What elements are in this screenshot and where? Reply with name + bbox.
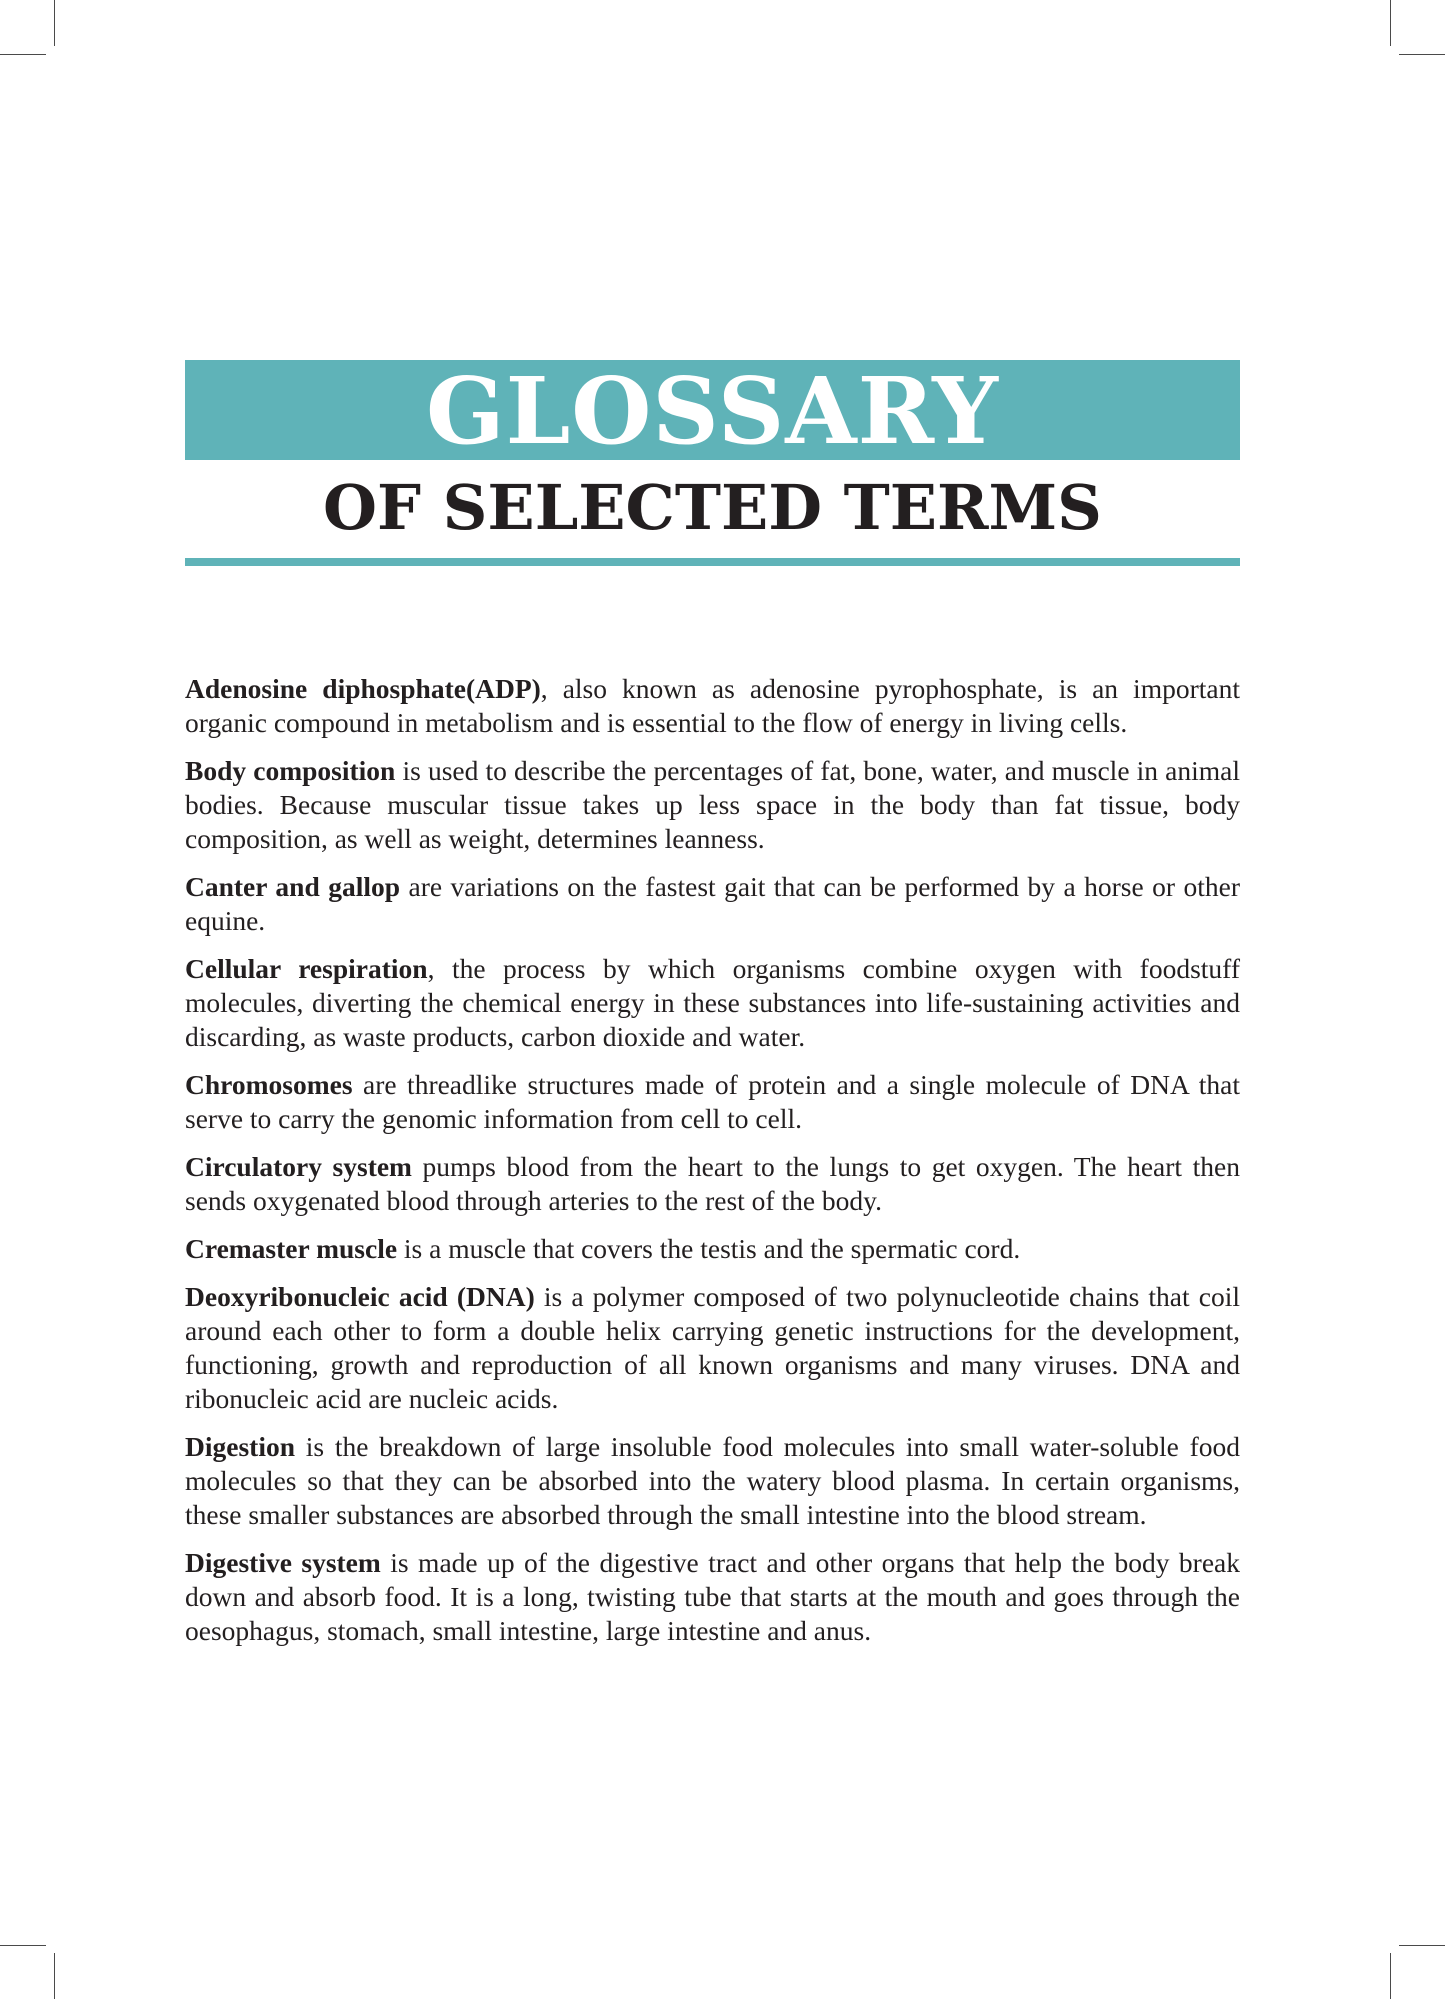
glossary-entry: [185, 672, 1240, 740]
glossary-entry: [185, 1430, 1240, 1532]
glossary-term: Cellular respiration: [185, 953, 428, 984]
glossary-term: Cremaster muscle: [185, 1233, 398, 1264]
page-title: GLOSSARY: [426, 357, 999, 465]
glossary-term: Deoxyribonucleic acid (DNA): [185, 1281, 535, 1312]
glossary-list: [185, 672, 1240, 1662]
glossary-term: Circulatory system: [185, 1151, 412, 1182]
glossary-term: Canter and gallop: [185, 871, 401, 902]
glossary-term: Adenosine diphosphate(ADP): [185, 673, 541, 704]
glossary-entry: [185, 870, 1240, 938]
crop-mark: [0, 54, 46, 55]
glossary-term: Body composition: [185, 755, 396, 786]
glossary-entry: [185, 1280, 1240, 1416]
crop-mark: [54, 1953, 55, 1999]
glossary-definition: are threadlike structures made of protein and a single molecule of DNA that serve to carry the genomic information from cell to cell.: [185, 1069, 1240, 1134]
crop-mark: [1390, 0, 1391, 46]
glossary-definition: is made up of the digestive tract and other organs that help the body break down and absorb food. It is a long, twisting tube that starts at the mouth and goes through the oesophagus, stomach, small intestine, large intestine and anus.: [185, 1547, 1240, 1646]
crop-mark: [1399, 1945, 1445, 1946]
glossary-entry: [185, 1150, 1240, 1218]
glossary-term: Chromosomes: [185, 1069, 353, 1100]
glossary-entry: [185, 952, 1240, 1054]
glossary-entry: [185, 1546, 1240, 1648]
glossary-term: Digestive system: [185, 1547, 381, 1578]
glossary-definition: are variations on the fastest gait that can be performed by a horse or other equine.: [185, 871, 1240, 936]
glossary-term: Digestion: [185, 1431, 295, 1462]
glossary-definition: pumps blood from the heart to the lungs to get oxygen. The heart then sends oxygenated blood through arteries to the rest of the body.: [185, 1151, 1240, 1216]
crop-mark: [1390, 1953, 1391, 1999]
glossary-definition: , also known as adenosine pyrophosphate, is an important organic compound in metabolism and is essential to the flow of energy in living cells.: [185, 673, 1240, 738]
crop-mark: [54, 0, 55, 46]
glossary-definition: , the process by which organisms combine oxygen with foodstuff molecules, diverting the chemical energy in these substances into life-sustaining activities and discarding, as waste products, carbon dioxide and water.: [185, 953, 1240, 1052]
glossary-entry: [185, 1232, 1240, 1266]
glossary-definition: is a polymer composed of two polynucleotide chains that coil around each other to form a double helix carrying genetic instructions for the development, functioning, growth and reproduction of all known organisms and many viruses. DNA and ribonucleic acid are nucleic acids.: [185, 1281, 1240, 1414]
crop-mark: [1399, 54, 1445, 55]
glossary-definition: is used to describe the percentages of fat, bone, water, and muscle in animal bodies. Because muscular tissue takes up less space in the body than fat tissue, body composition, as well as weight, determines leanness.: [185, 755, 1240, 854]
glossary-entry: [185, 1068, 1240, 1136]
glossary-definition: is a muscle that covers the testis and the spermatic cord.: [397, 1233, 1021, 1264]
page-subtitle: OF SELECTED TERMS: [323, 471, 1102, 544]
crop-mark: [0, 1945, 46, 1946]
title-rule: [185, 558, 1240, 566]
glossary-entry: [185, 754, 1240, 856]
glossary-definition: is the breakdown of large insoluble food molecules into small water-soluble food molecules so that they can be absorbed into the watery blood plasma. In certain organisms, these smaller substances are absorbed through the small intestine into the blood stream.: [185, 1431, 1240, 1530]
